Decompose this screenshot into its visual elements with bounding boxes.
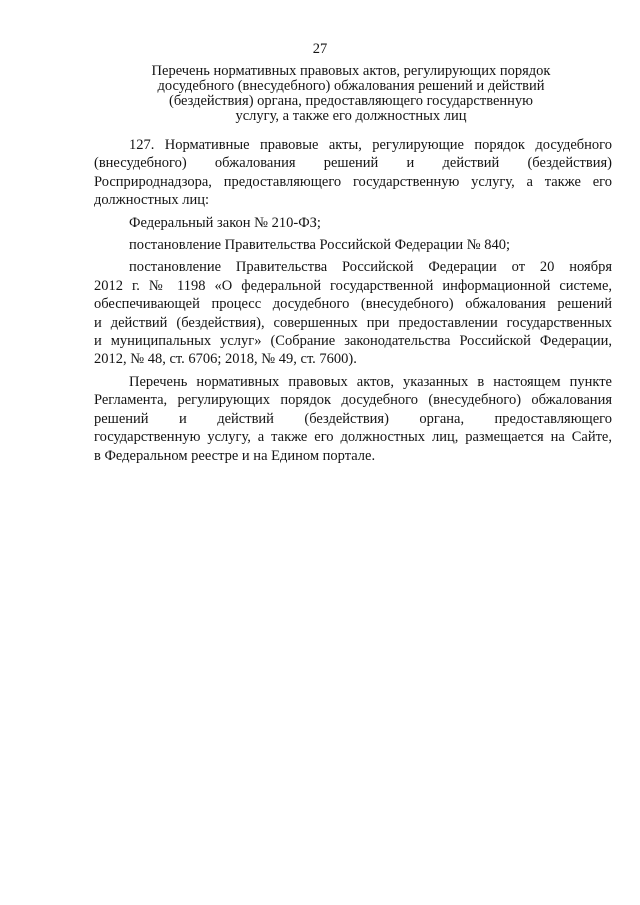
- paragraph-line: государственную услугу, а также его должностных лиц, размещается на Сайте,: [94, 429, 612, 446]
- paragraph-line: (внесудебного) обжалования решений и действий (бездействия): [94, 155, 612, 172]
- heading-line: (бездействия) органа, предоставляющего государственную: [169, 93, 533, 109]
- list-item-federal-law: Федеральный закон № 210-ФЗ;: [129, 214, 321, 231]
- paragraph-line: постановление Правительства Российской Федерации от 20 ноября: [129, 259, 612, 276]
- list-item-decree-840: постановление Правительства Российской Федерации № 840;: [129, 237, 510, 254]
- paragraph-line: обеспечивающей процесс досудебного (внесудебного) обжалования решений: [94, 296, 612, 313]
- heading-line: услугу, а также его должностных лиц: [235, 108, 467, 124]
- paragraph-line: Перечень нормативных правовых актов, указанных в настоящем пункте: [129, 373, 612, 390]
- document-body: [94, 136, 612, 465]
- heading-line: досудебного (внесудебного) обжалования решений и действий: [157, 78, 545, 94]
- paragraph-line: Росприроднадзора, предоставляющего государственную услугу, а также его: [94, 173, 612, 190]
- paragraph-127: [94, 136, 612, 210]
- paragraph-final: [94, 373, 612, 465]
- paragraph-line: 2012 г. № 1198 «О федеральной государственной информационной системе,: [94, 277, 612, 294]
- paragraph-line: должностных лиц:: [94, 192, 209, 209]
- paragraph-line: в Федеральном реестре и на Едином портале.: [94, 447, 376, 464]
- paragraph-line: решений и действий (бездействия) органа, предоставляющего: [94, 410, 612, 427]
- section-heading: [128, 64, 574, 124]
- list-item-decree-1198: [94, 258, 612, 368]
- paragraph-line: и муниципальных услуг» (Собрание законодательства Российской Федерации,: [94, 333, 612, 350]
- paragraph-line: 2012, № 48, ст. 6706; 2018, № 49, ст. 7600).: [94, 351, 357, 368]
- paragraph-line: 127. Нормативные правовые акты, регулирующие порядок досудебного: [129, 137, 612, 153]
- paragraph-line: и действий (бездействия), совершенных при предоставлении государственных: [94, 314, 612, 331]
- heading-line: Перечень нормативных правовых актов, регулирующих порядок: [151, 63, 551, 79]
- page-number: 27: [312, 41, 328, 57]
- paragraph-line: Регламента, регулирующих порядок досудебного (внесудебного) обжалования: [94, 392, 612, 409]
